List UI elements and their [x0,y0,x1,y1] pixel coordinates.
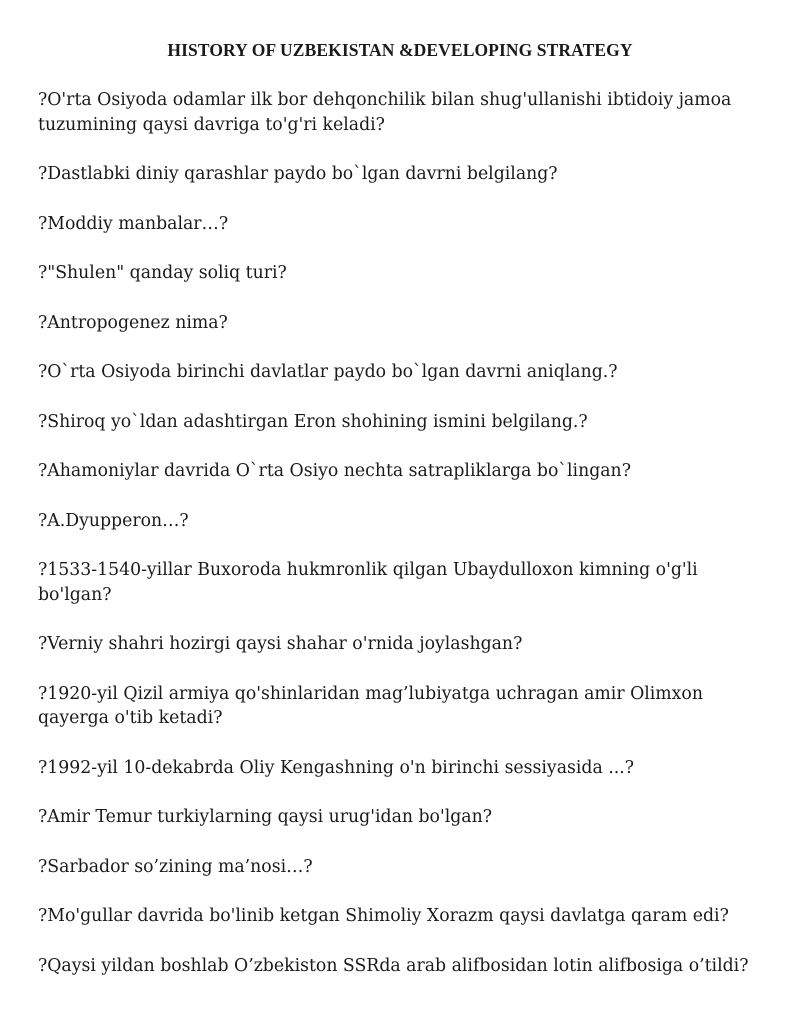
question-item: ?O'rta Osiyoda odamlar ilk bor dehqonchilik bilan shug'ullanishi ibtidoiy jamoa tuzumining qaysi davriga to'g'ri keladi? [38,90,732,135]
question-item: ?Qaysi yildan boshlab O’zbekiston SSRda arab alifbosidan lotin alifbosiga o’tildi? [38,955,749,976]
question-item: ?Amir Temur turkiylarning qaysi urug'idan bo'lgan? [38,807,492,827]
question-item: ?Moddiy manbalar…? [38,213,229,234]
question-item: ?A.Dyupperon…? [38,510,189,531]
question-item: ?O`rta Osiyoda birinchi davlatlar paydo bo`lgan davrni aniqlang.? [38,362,618,382]
question-item: ?Sarbador so’zining ma’nosi…? [38,856,313,877]
question-item: ?Mo'gullar davrida bo'linib ketgan Shimoliy Xorazm qaysi davlatga qaram edi? [38,906,729,926]
question-item: ?"Shulen" qanday soliq turi? [38,263,287,283]
question-item: ?1533-1540-yillar Buxoroda hukmronlik qilgan Ubaydulloxon kimning o'g'li bo'lgan? [38,560,698,605]
question-item: ?Dastlabki diniy qarashlar paydo bo`lgan davrni belgilang? [38,164,558,184]
question-item: ?1920-yil Qizil armiya qo'shinlaridan mag’lubiyatga uchragan amir Olimxon qayerga o'tib ketadi? [38,683,703,728]
document-title: HISTORY OF UZBEKISTAN &DEVELOPING STRATEGY [167,40,633,60]
question-list [38,88,768,1003]
question-item: ?Ahamoniylar davrida O`rta Osiyo nechta satrapliklarga bo`lingan? [38,461,631,481]
question-item: ?Antropogenez nima? [38,312,228,333]
question-item: ?Verniy shahri hozirgi qaysi shahar o'rnida joylashgan? [38,634,523,654]
question-item: ?Shiroq yo`ldan adashtirgan Eron shohining ismini belgilang.? [38,411,588,432]
question-item: ?1992-yil 10-dekabrda Oliy Kengashning o'n birinchi sessiyasida ...? [38,757,634,778]
